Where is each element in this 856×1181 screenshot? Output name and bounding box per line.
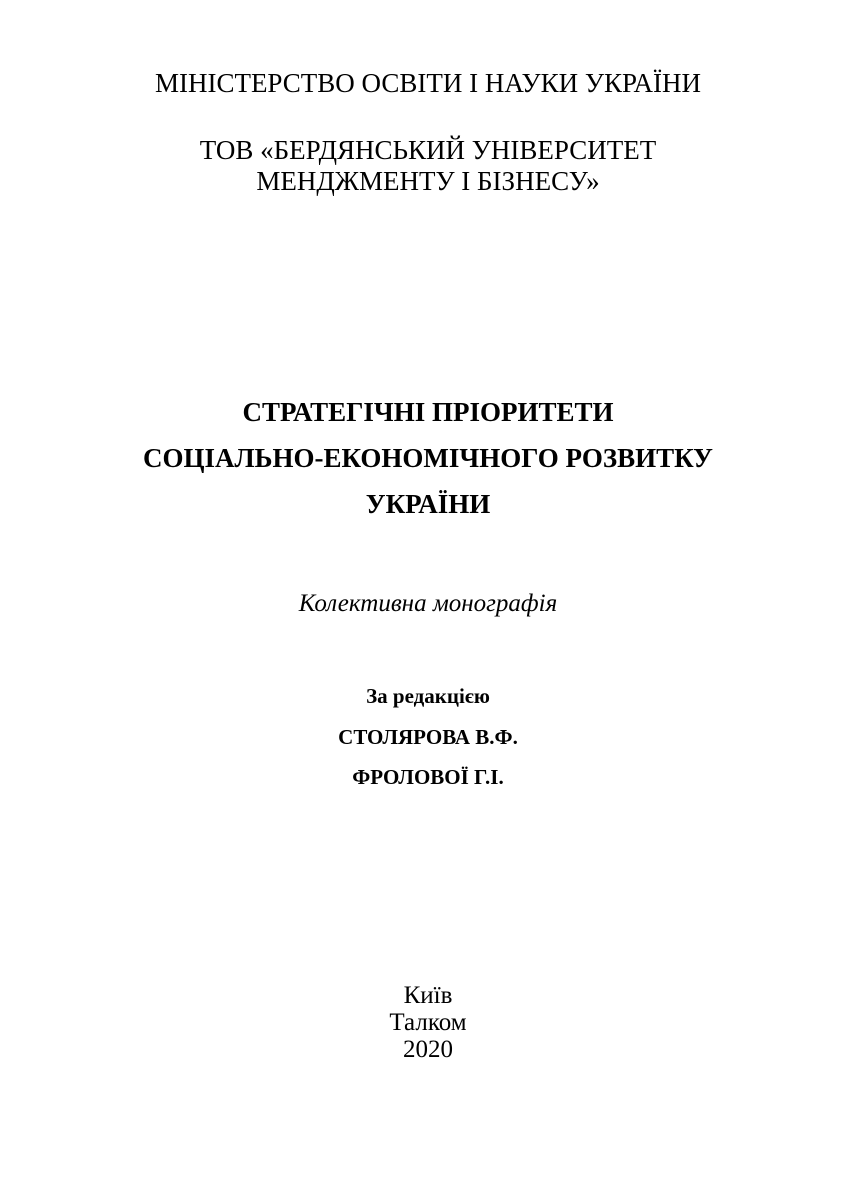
university-name-line1: ТОВ «БЕРДЯНСЬКИЙ УНІВЕРСИТЕТ bbox=[199, 135, 657, 165]
editors-label: За редакцією bbox=[366, 684, 490, 708]
ministry-name: МІНІСТЕРСТВО ОСВІТИ І НАУКИ УКРАЇНИ bbox=[154, 68, 702, 98]
imprint-year: 2020 bbox=[403, 1036, 453, 1063]
book-subtitle: Колективна монографія bbox=[298, 590, 558, 617]
book-title-line1: СТРАТЕГІЧНІ ПРІОРИТЕТИ bbox=[242, 397, 614, 427]
book-title-line3: УКРАЇНИ bbox=[365, 489, 491, 519]
university-name-line2: МЕНДЖМЕНТУ І БІЗНЕСУ» bbox=[256, 166, 600, 196]
book-title-line2: СОЦІАЛЬНО-ЕКОНОМІЧНОГО РОЗВИТКУ bbox=[143, 443, 713, 473]
imprint-publisher: Талком bbox=[389, 1009, 467, 1036]
editor-2: ФРОЛОВОЇ Г.І. bbox=[352, 765, 504, 789]
imprint-city: Київ bbox=[403, 982, 453, 1009]
editor-1: СТОЛЯРОВА В.Ф. bbox=[338, 725, 518, 749]
